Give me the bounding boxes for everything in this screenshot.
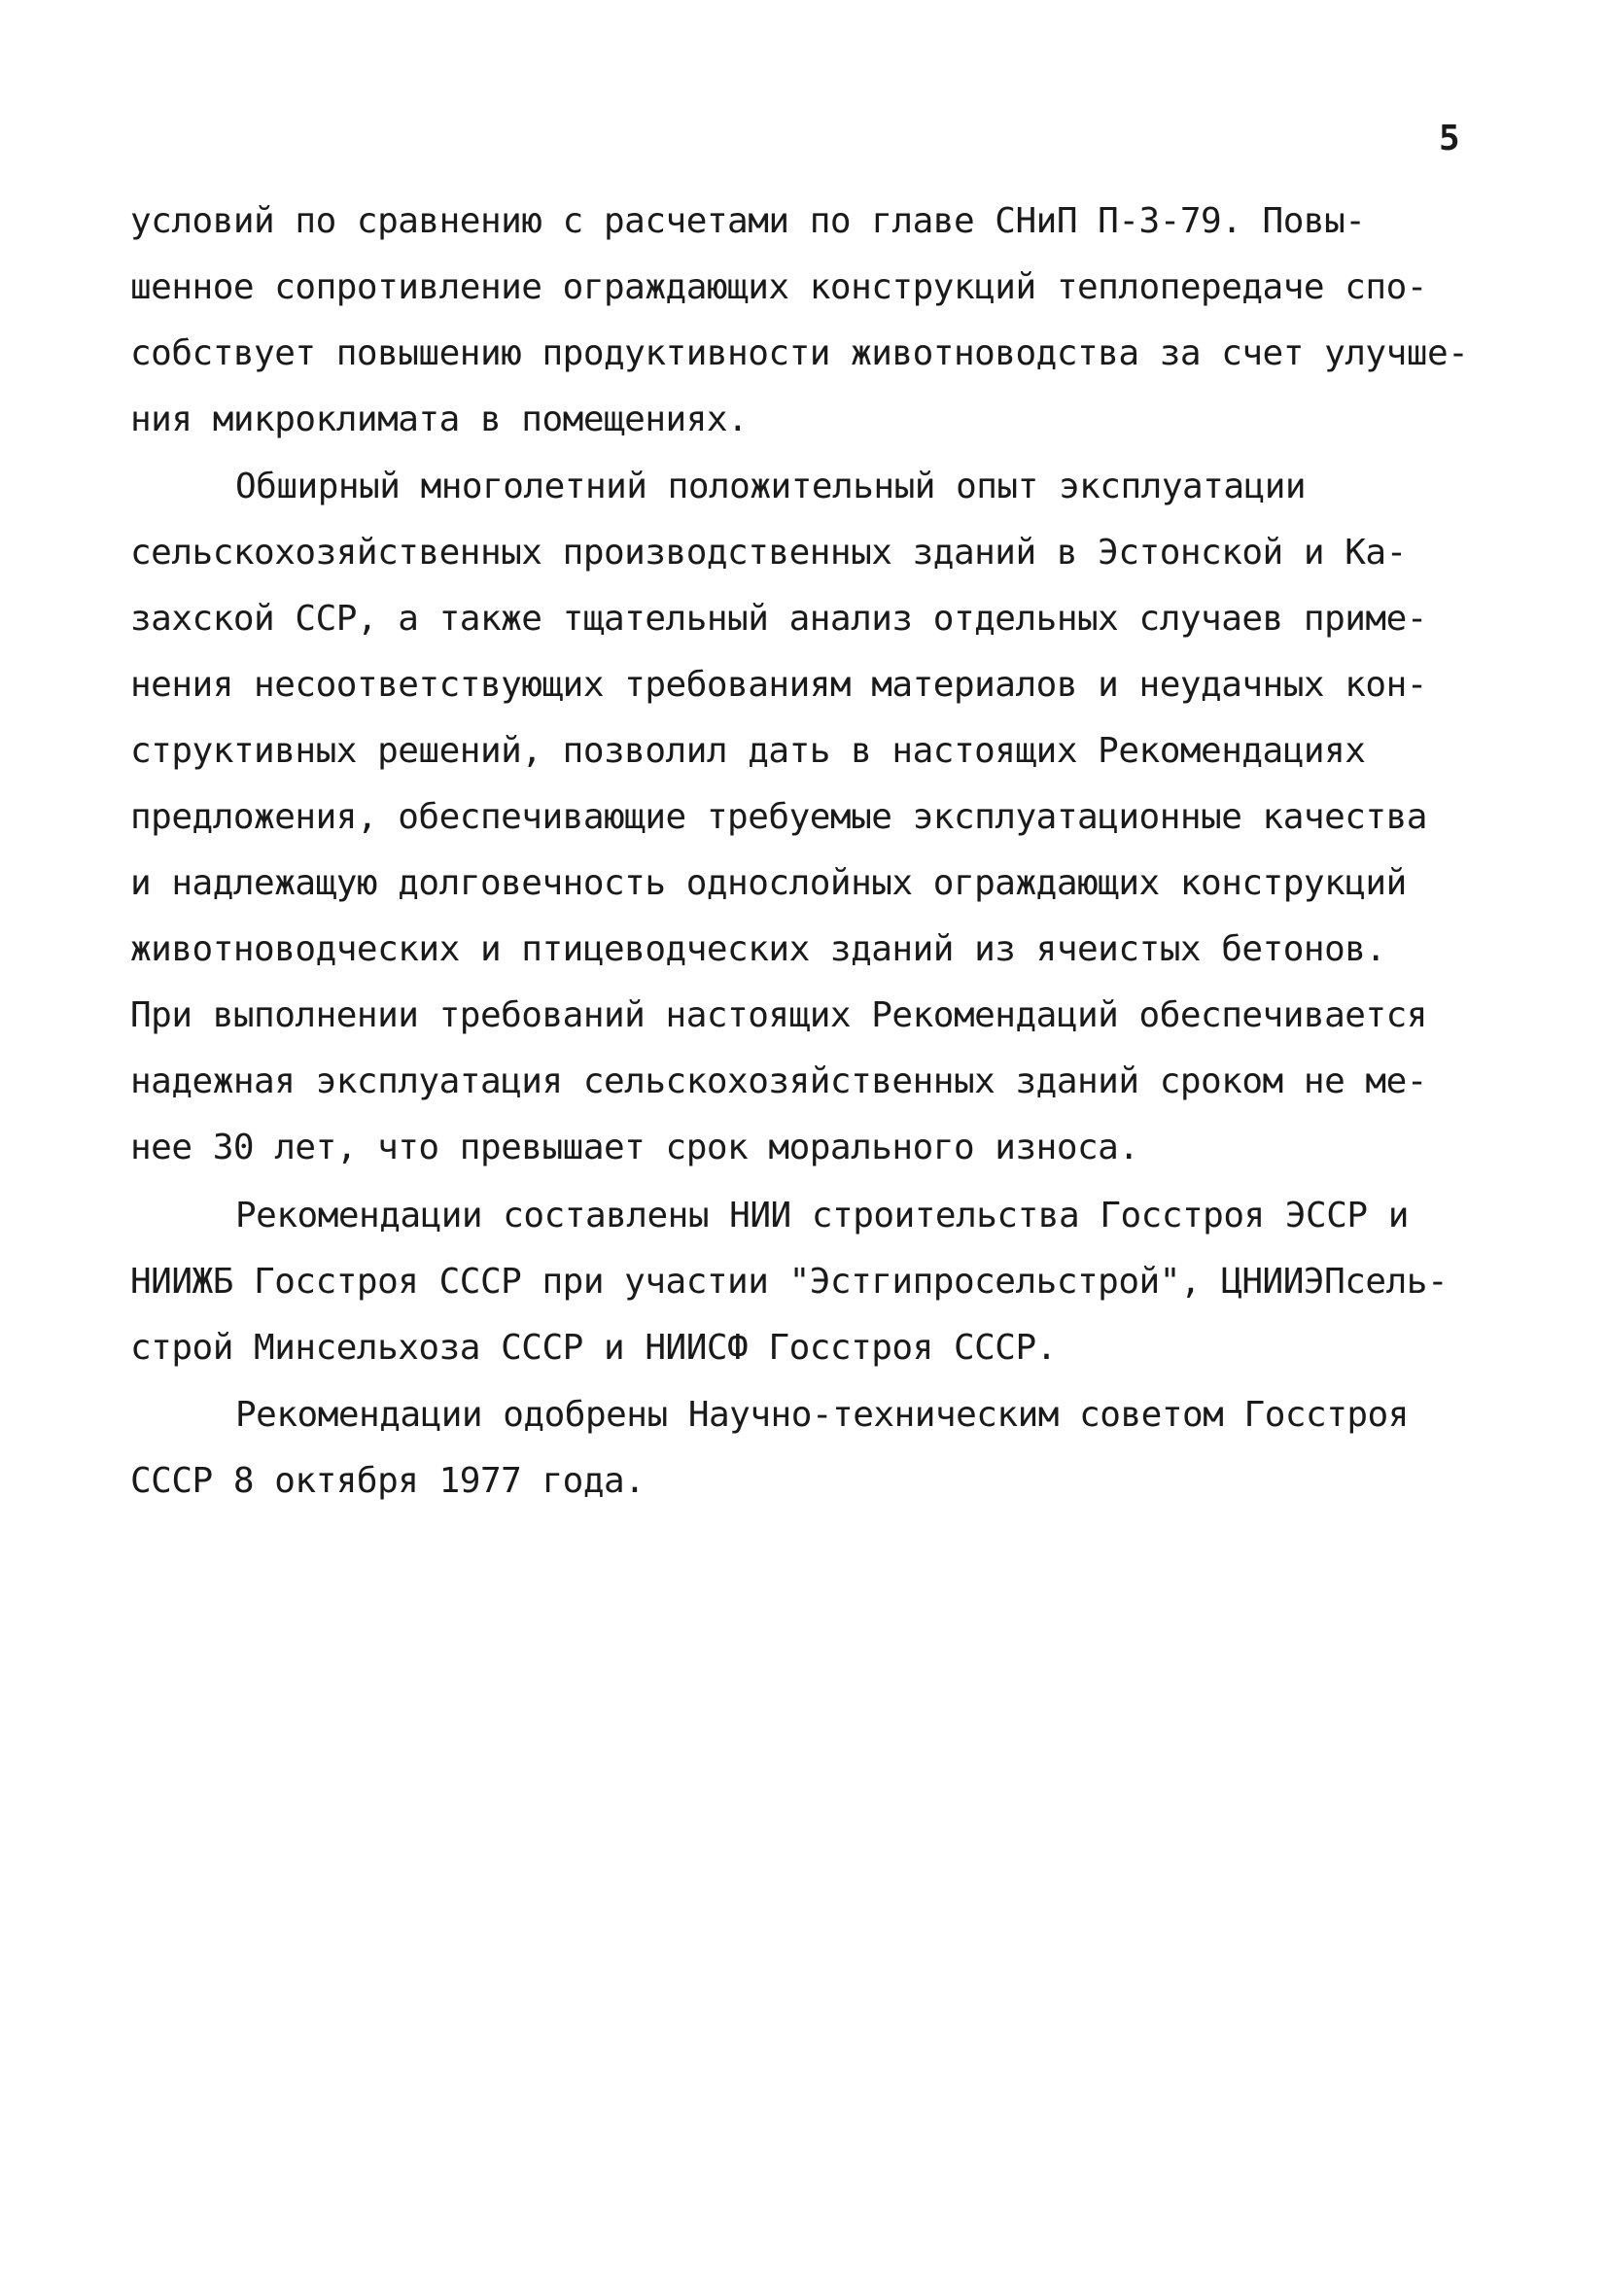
text-line: надежная эксплуатация сельскохозяйственных зданий сроком не ме- bbox=[130, 1061, 1427, 1101]
text-line: Обширный многолетний положительный опыт эксплуатации bbox=[235, 467, 1307, 506]
text-line: структивных решений, позволил дать в настоящих Рекомендациях bbox=[130, 731, 1366, 771]
text-line: нее 30 лет, что превышает срок морального износа. bbox=[130, 1128, 1139, 1167]
text-line: захской ССР, а также тщательный анализ отдельных случаев приме- bbox=[130, 599, 1427, 639]
text-line: НИИЖБ Госстроя СССР при участии "Эстгипросельстрой", ЦНИИЭПсель- bbox=[130, 1262, 1449, 1302]
text-line: нения несоответствующих требованиям материалов и неудачных кон- bbox=[130, 665, 1427, 705]
text-line: строй Минсельхоза СССР и НИИСФ Госстроя СССР. bbox=[130, 1328, 1057, 1368]
text-line: Рекомендации одобрены Научно-техническим советом Госстроя bbox=[235, 1395, 1409, 1435]
text-line: СССР 8 октября 1977 года. bbox=[130, 1461, 646, 1501]
text-line: и надлежащую долговечность однослойных ограждающих конструкций bbox=[130, 863, 1407, 903]
text-line: При выполнении требований настоящих Рекомендаций обеспечивается bbox=[130, 995, 1427, 1035]
text-line: животноводческих и птицеводческих зданий из ячеистых бетонов. bbox=[130, 929, 1386, 969]
page-number: 5 bbox=[1439, 119, 1460, 158]
text-line: ния микроклимата в помещениях. bbox=[130, 400, 749, 439]
text-line: предложения, обеспечивающие требуемые эксплуатационные качества bbox=[130, 797, 1427, 837]
text-line: шенное сопротивление ограждающих конструкций теплопередаче спо- bbox=[130, 267, 1427, 307]
text-line: собствует повышению продуктивности животноводства за счет улучше- bbox=[130, 333, 1469, 373]
text-line: сельскохозяйственных производственных зданий в Эстонской и Ка- bbox=[130, 533, 1407, 573]
text-line: условий по сравнению с расчетами по главе СНиП П-3-79. Повы- bbox=[130, 201, 1366, 241]
text-line: Рекомендации составлены НИИ строительства Госстроя ЭССР и bbox=[235, 1196, 1409, 1235]
